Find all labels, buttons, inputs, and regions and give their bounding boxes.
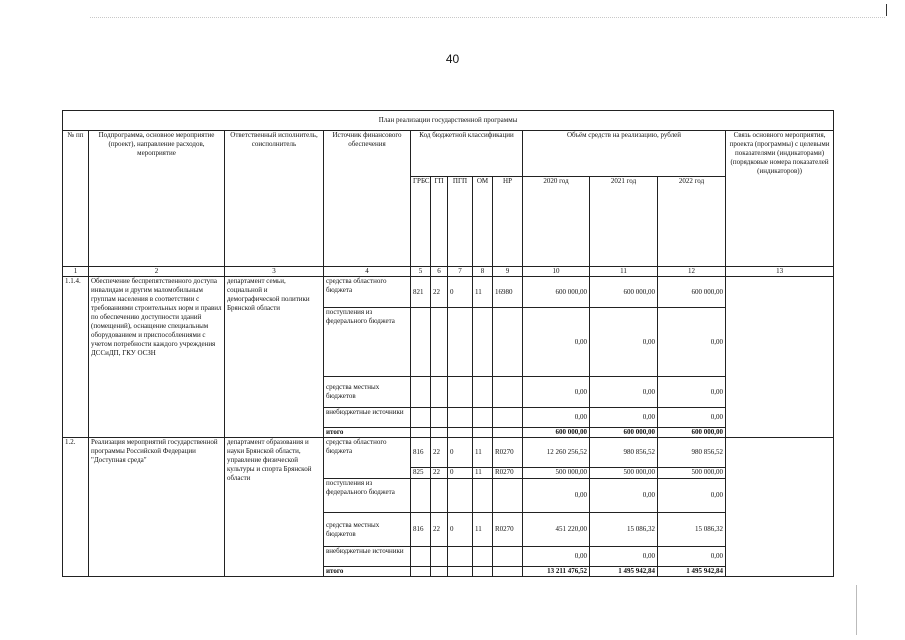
funding-source: поступления из федерального бюджета <box>324 479 411 513</box>
col-number: 1 <box>63 267 89 277</box>
total-label: итого <box>324 428 411 438</box>
amount-2022: 500 000,00 <box>658 468 726 479</box>
amount-2022: 0,00 <box>658 377 726 408</box>
np-code <box>493 479 523 513</box>
pgp-code: 0 <box>448 438 473 468</box>
col-number: 7 <box>448 267 473 277</box>
grbs-code: 816 <box>411 513 431 547</box>
col-number: 13 <box>726 267 834 277</box>
activity-name: Реализация мероприятий государственной программы Российской Федерации "Доступная среда" <box>89 438 225 577</box>
total-2022: 1 495 942,84 <box>658 567 726 577</box>
amount-2021: 0,00 <box>590 377 658 408</box>
funding-source: средства областного бюджета <box>324 438 411 479</box>
col-number: 6 <box>431 267 448 277</box>
np-code <box>493 547 523 567</box>
table-row <box>63 277 834 308</box>
gp-code <box>431 428 448 438</box>
gp-code <box>431 408 448 428</box>
header-budget-code: Код бюджетной классификации <box>411 131 523 177</box>
amount-2022: 0,00 <box>658 547 726 567</box>
np-code: R0270 <box>493 513 523 547</box>
amount-2020: 0,00 <box>523 308 590 377</box>
amount-2020: 0,00 <box>523 408 590 428</box>
col-number: 5 <box>411 267 431 277</box>
gp-code: 22 <box>431 438 448 468</box>
om-code <box>473 547 493 567</box>
column-numbers-row <box>63 267 834 277</box>
grbs-code <box>411 308 431 377</box>
gp-code <box>431 479 448 513</box>
pgp-code <box>448 547 473 567</box>
np-code <box>493 428 523 438</box>
scan-edge <box>856 585 857 635</box>
amount-2021: 500 000,00 <box>590 468 658 479</box>
grbs-code: 825 <box>411 468 431 479</box>
funding-source: внебюджетные источники <box>324 408 411 428</box>
header-volume: Объём средств на реализацию, рублей <box>523 131 726 177</box>
np-code <box>493 308 523 377</box>
amount-2021: 0,00 <box>590 547 658 567</box>
amount-2021: 0,00 <box>590 408 658 428</box>
header-pgp: ПГП <box>448 177 473 267</box>
total-2021: 1 495 942,84 <box>590 567 658 577</box>
pgp-code <box>448 428 473 438</box>
header-row <box>63 131 834 177</box>
np-code <box>493 567 523 577</box>
header-2022: 2022 год <box>658 177 726 267</box>
np-code: R0270 <box>493 468 523 479</box>
grbs-code <box>411 479 431 513</box>
amount-2020: 500 000,00 <box>523 468 590 479</box>
scan-artifact-line <box>90 17 885 18</box>
col-number: 9 <box>493 267 523 277</box>
executor-name: департамент образования и науки Брянской области, управление физической культуры и спорта Брянской области <box>225 438 324 577</box>
amount-2020: 600 000,00 <box>523 277 590 308</box>
total-2021: 600 000,00 <box>590 428 658 438</box>
indicator-link <box>726 438 834 577</box>
om-code: 11 <box>473 468 493 479</box>
gp-code: 22 <box>431 513 448 547</box>
page-number: 40 <box>445 52 460 66</box>
table-title-row <box>63 111 834 131</box>
col-number: 8 <box>473 267 493 277</box>
program-plan-table <box>62 110 834 577</box>
pgp-code <box>448 567 473 577</box>
total-2020: 13 211 476,52 <box>523 567 590 577</box>
amount-2021: 15 086,32 <box>590 513 658 547</box>
grbs-code <box>411 408 431 428</box>
om-code <box>473 408 493 428</box>
row-number: 1.2. <box>63 438 89 577</box>
header-indicator-link: Связь основного мероприятия, проекта (программы) с целевыми показателями (индикаторами) (порядковые номера показателей (индикаторов)) <box>726 131 834 267</box>
om-code: 11 <box>473 513 493 547</box>
col-number: 2 <box>89 267 225 277</box>
header-2021: 2021 год <box>590 177 658 267</box>
table-row <box>63 438 834 468</box>
om-code <box>473 479 493 513</box>
header-num: № пп <box>63 131 89 267</box>
amount-2022: 980 856,52 <box>658 438 726 468</box>
amount-2021: 980 856,52 <box>590 438 658 468</box>
om-code <box>473 567 493 577</box>
grbs-code: 816 <box>411 438 431 468</box>
header-2020: 2020 год <box>523 177 590 267</box>
amount-2021: 600 000,00 <box>590 277 658 308</box>
pgp-code: 0 <box>448 277 473 308</box>
header-np: НР <box>493 177 523 267</box>
amount-2020: 0,00 <box>523 377 590 408</box>
np-code <box>493 408 523 428</box>
pgp-code <box>448 408 473 428</box>
pgp-code: 0 <box>448 468 473 479</box>
amount-2020: 12 260 256,52 <box>523 438 590 468</box>
amount-2022: 0,00 <box>658 308 726 377</box>
np-code <box>493 377 523 408</box>
om-code <box>473 308 493 377</box>
amount-2022: 0,00 <box>658 408 726 428</box>
amount-2022: 0,00 <box>658 479 726 513</box>
gp-code <box>431 567 448 577</box>
gp-code <box>431 308 448 377</box>
pgp-code: 0 <box>448 513 473 547</box>
funding-source: внебюджетные источники <box>324 547 411 567</box>
funding-source: средства местных бюджетов <box>324 513 411 547</box>
header-gp: ГП <box>431 177 448 267</box>
amount-2020: 451 220,00 <box>523 513 590 547</box>
grbs-code: 821 <box>411 277 431 308</box>
row-number: 1.1.4. <box>63 277 89 438</box>
amount-2022: 15 086,32 <box>658 513 726 547</box>
grbs-code <box>411 547 431 567</box>
np-code: 16980 <box>493 277 523 308</box>
pgp-code <box>448 308 473 377</box>
gp-code: 22 <box>431 277 448 308</box>
executor-name: департамент семьи, социальной и демографической политики Брянской области <box>225 277 324 438</box>
total-label: итого <box>324 567 411 577</box>
pgp-code <box>448 377 473 408</box>
col-number: 11 <box>590 267 658 277</box>
funding-source: средства областного бюджета <box>324 277 411 308</box>
col-number: 3 <box>225 267 324 277</box>
amount-2022: 600 000,00 <box>658 277 726 308</box>
om-code <box>473 428 493 438</box>
header-executor: Ответственный исполнитель, соисполнитель <box>225 131 324 267</box>
grbs-code <box>411 428 431 438</box>
om-code: 11 <box>473 277 493 308</box>
gp-code <box>431 547 448 567</box>
grbs-code <box>411 567 431 577</box>
grbs-code <box>411 377 431 408</box>
col-number: 12 <box>658 267 726 277</box>
col-number: 4 <box>324 267 411 277</box>
total-2022: 600 000,00 <box>658 428 726 438</box>
amount-2021: 0,00 <box>590 308 658 377</box>
amount-2020: 0,00 <box>523 547 590 567</box>
funding-source: поступления из федерального бюджета <box>324 308 411 377</box>
indicator-link <box>726 277 834 438</box>
np-code: R0270 <box>493 438 523 468</box>
gp-code <box>431 377 448 408</box>
om-code <box>473 377 493 408</box>
gp-code: 22 <box>431 468 448 479</box>
scan-mark <box>886 4 887 16</box>
funding-source: средства местных бюджетов <box>324 377 411 408</box>
table-title: План реализации государственной программы <box>63 111 834 131</box>
header-grbs: ГРБС <box>411 177 431 267</box>
header-om: ОМ <box>473 177 493 267</box>
amount-2021: 0,00 <box>590 479 658 513</box>
header-subprogram: Подпрограмма, основное мероприятие (проект), направление расходов, мероприятие <box>89 131 225 267</box>
om-code: 11 <box>473 438 493 468</box>
total-2020: 600 000,00 <box>523 428 590 438</box>
activity-name: Обеспечение беспрепятственного доступа инвалидам и другим маломобильным группам населения в соответствии с требованиями строительных норм и правил по обеспечению доступности зданий (помещений), оснащение специальным оборудованием и приспособлениями с учетом потребности каждого учреждения ДССиДП, ГКУ ОСЗН <box>89 277 225 438</box>
col-number: 10 <box>523 267 590 277</box>
pgp-code <box>448 479 473 513</box>
header-source: Источник финансового обеспечения <box>324 131 411 267</box>
amount-2020: 0,00 <box>523 479 590 513</box>
